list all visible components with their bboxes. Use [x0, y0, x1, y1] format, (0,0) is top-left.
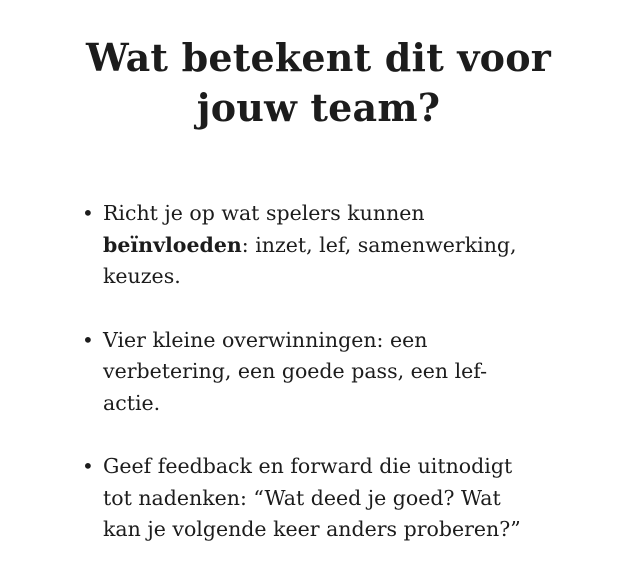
bullet-text: verbetering, een goede pass, een lef- [103, 359, 488, 383]
bullet-line [103, 483, 598, 515]
bullet-line [103, 451, 598, 483]
bullet-text: actie. [103, 390, 161, 415]
bullet-text: : inzet, lef, samenwerking, [241, 232, 517, 257]
bullet-text: Geef feedback en forward die uitnodigt [103, 454, 513, 478]
bullet-line [103, 261, 598, 293]
bullet-line [103, 325, 598, 357]
bullet-text: keuzes. [103, 264, 181, 288]
page-title [0, 33, 637, 133]
bullet-dot-icon: • [82, 327, 94, 352]
bullet-dot-icon: • [82, 454, 94, 478]
bullet-line [103, 514, 598, 546]
bullet-list [78, 198, 598, 546]
bullet-line [103, 388, 598, 420]
bullet-item-feedback [78, 451, 598, 546]
bullet-text: kan je volgende keer anders proberen?” [103, 517, 521, 541]
bullet-line [103, 356, 598, 388]
title-line-2: jouw team? [196, 85, 441, 130]
bullet-text: Richt je op wat spelers kunnen [103, 201, 425, 225]
bullet-dot-icon: • [82, 201, 94, 225]
bullet-bold-text: beïnvloeden [103, 232, 242, 257]
bullet-item-influence [78, 198, 598, 293]
bullet-text: tot nadenken: “Wat deed je goed? Wat [103, 485, 501, 510]
bullet-line [103, 230, 598, 262]
bullet-item-small-wins [78, 325, 598, 420]
bullet-line [103, 198, 598, 230]
title-line-1: Wat betekent dit voor [86, 35, 551, 80]
bullet-text: Vier kleine overwinningen: een [103, 327, 428, 352]
